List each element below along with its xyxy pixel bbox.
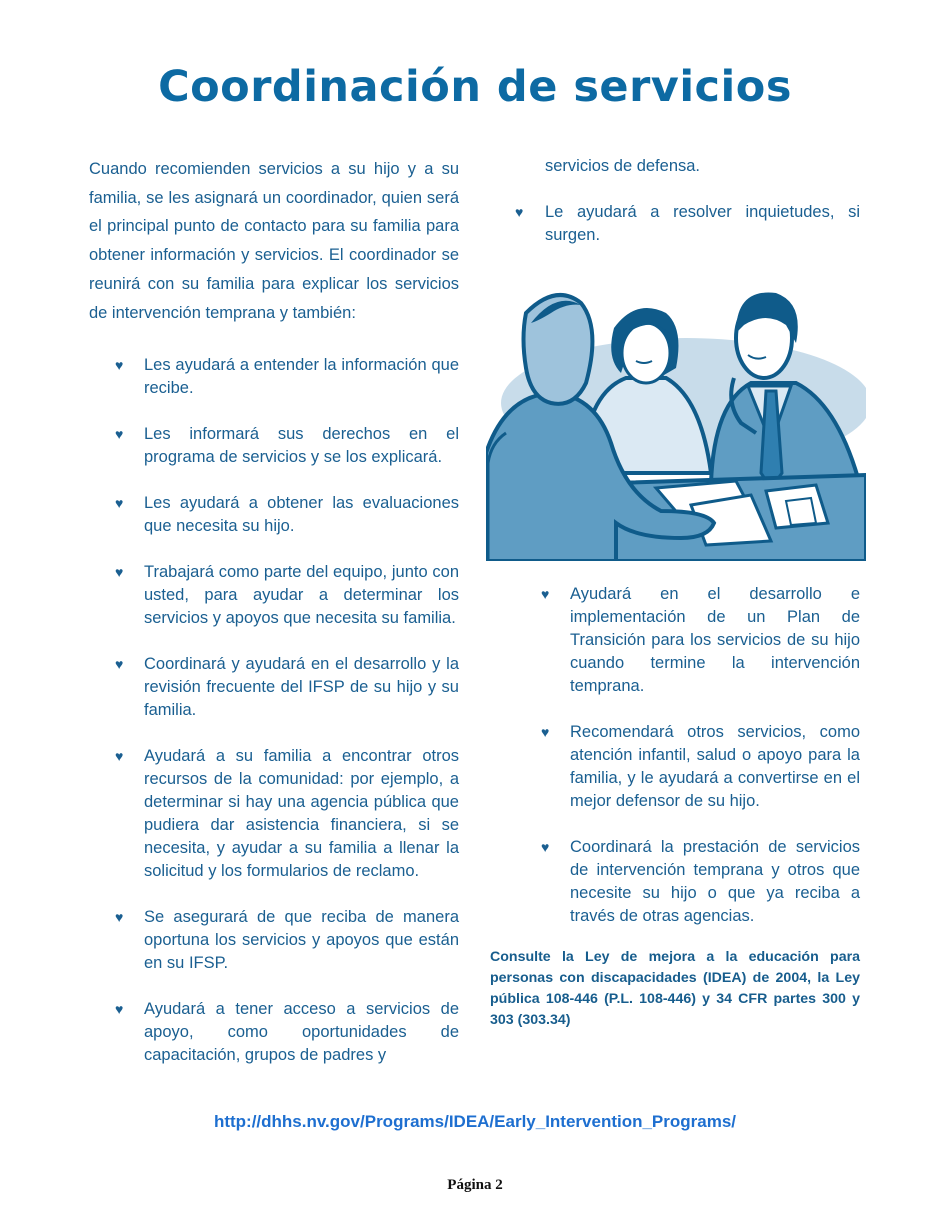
list-item: ♥ Recomendará otros servicios, como atención infantil, salud o apoyo para la familia, y le ayudará a convertirse en el mejor defensor de su hijo.	[541, 723, 860, 810]
heart-icon: ♥	[515, 204, 524, 220]
program-link[interactable]: http://dhhs.nv.gov/Programs/IDEA/Early_Intervention_Programs/	[213, 1112, 737, 1131]
continued-text: servicios de defensa.	[545, 157, 701, 175]
heart-icon: ♥	[541, 724, 550, 740]
list-item: ♥ Coordinará la prestación de servicios de intervención temprana y otros que necesite su hijo o que ya reciba a través de otras agencias.	[541, 838, 860, 925]
list-item: ♥ Se asegurará de que reciba de manera oportuna los servicios y apoyos que están en su IFSP.	[115, 908, 459, 973]
heart-icon: ♥	[115, 909, 124, 926]
right-column-top	[515, 155, 860, 270]
list-item: ♥ Ayudará a tener acceso a servicios de apoyo, como oportunidades de capacitación, grupos de padres y	[115, 1000, 459, 1065]
heart-icon: ♥	[541, 839, 550, 855]
list-item: ♥ Ayudará a su familia a encontrar otros recursos de la comunidad: por ejemplo, a determinar si hay una agencia pública que pudiera dar asistencia financiera, si se necesita, y ayudar a su familia a llenar la solicitud y los formularios de reclamo.	[115, 747, 459, 881]
list-item: ♥ Les informará sus derechos en el programa de servicios y se los explicará.	[115, 425, 459, 467]
left-column	[89, 155, 459, 1090]
law-reference-note: Consulte la Ley de mejora a la educación para personas con discapacidades (IDEA) de 2004, la Ley pública 108-446 (P.L. 108-446) y 34 CFR partes 300 y 303 (303.34)	[490, 949, 860, 1028]
meeting-illustration	[486, 283, 866, 561]
page-number: Página 2	[447, 1177, 503, 1193]
heart-icon: ♥	[541, 586, 550, 602]
page-title: Coordinación de servicios	[158, 62, 792, 112]
heart-icon: ♥	[115, 357, 124, 374]
heart-icon: ♥	[115, 656, 124, 673]
list-item: ♥ Les ayudará a entender la información que recibe.	[115, 356, 459, 398]
right-column-bottom	[515, 583, 860, 951]
heart-icon: ♥	[115, 564, 124, 581]
heart-icon: ♥	[115, 748, 124, 765]
list-item: ♥ Trabajará como parte del equipo, junto con usted, para ayudar a determinar los servicios y apoyos que necesita su familia.	[115, 563, 459, 628]
right-bottom-bullet-list	[515, 583, 860, 928]
list-item: ♥ Le ayudará a resolver inquietudes, si surgen.	[515, 203, 860, 244]
list-item: ♥ Les ayudará a obtener las evaluaciones que necesita su hijo.	[115, 494, 459, 536]
heart-icon: ♥	[115, 426, 124, 443]
heart-icon: ♥	[115, 1001, 124, 1018]
right-top-bullet-list	[515, 201, 860, 247]
list-item: ♥ Coordinará y ayudará en el desarrollo y la revisión frecuente del IFSP de su hijo y su familia.	[115, 655, 459, 720]
left-bullet-list	[89, 354, 459, 1067]
list-item: ♥ Ayudará en el desarrollo e implementación de un Plan de Transición para los servicios de su hijo cuando termine la intervención temprana.	[541, 585, 860, 695]
intro-paragraph: Cuando recomienden servicios a su hijo y a su familia, se les asignará un coordinador, quien será el principal punto de contacto para su familia para obtener información y servicios. El coordinador se reunirá con su familia para explicar los servicios de intervención temprana y también:	[89, 160, 459, 322]
heart-icon: ♥	[115, 495, 124, 512]
